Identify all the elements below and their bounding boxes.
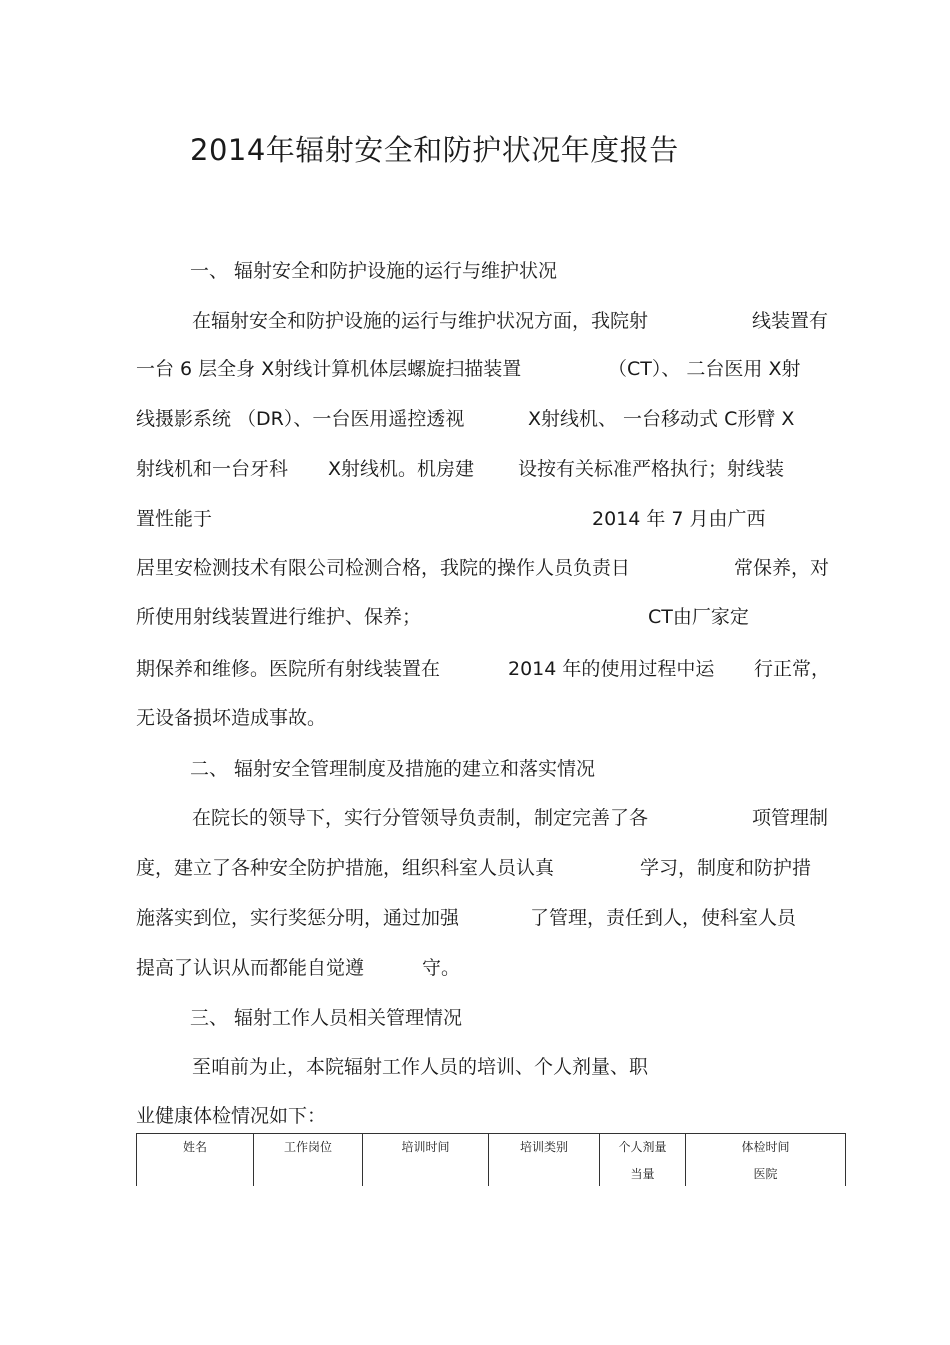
paragraph-line: 学习，制度和防护措 — [640, 857, 812, 879]
paragraph-line: CT由厂家定 — [648, 606, 749, 628]
paragraph-line: （CT）、 二台医用 X射 — [608, 358, 801, 380]
header-training-time — [363, 1134, 489, 1187]
section-1-heading: 一、 辐射安全和防护设施的运行与维护状况 — [190, 260, 558, 282]
header-label: 体检时间 — [741, 1140, 790, 1154]
paragraph-line: 至咱前为止，本院辐射工作人员的培训、个人剂量、职 — [192, 1056, 649, 1078]
paragraph-line: 期保养和维修。医院所有射线装置在 — [136, 658, 441, 680]
paragraph-line: 线装置有 — [752, 310, 829, 332]
paragraph-line: 了管理，责任到人，使科室人员 — [530, 907, 797, 929]
paragraph-line: 施落实到位，实行奖惩分明，通过加强 — [136, 907, 460, 929]
paragraph-line: 常保养，对 — [734, 557, 830, 579]
header-name — [137, 1134, 254, 1187]
header-label: 个人剂量 — [618, 1140, 667, 1154]
paragraph-line: 设按有关标准严格执行；射线装 — [518, 458, 785, 480]
header-position — [254, 1134, 363, 1187]
header-personal-dose — [600, 1134, 686, 1187]
paragraph-line: 2014 年 7 月由广西 — [592, 508, 766, 530]
header-sublabel: 医院 — [753, 1167, 778, 1181]
paragraph-line: 线摄影系统 （DR）、一台医用遥控透视 — [136, 408, 465, 430]
paragraph-line: 一台 6 层全身 X射线计算机体层螺旋扫描装置 — [136, 358, 522, 380]
header-sublabel: 当量 — [630, 1167, 655, 1181]
section-3-heading: 三、 辐射工作人员相关管理情况 — [190, 1007, 463, 1029]
paragraph-line: 在院长的领导下，实行分管领导负责制，制定完善了各 — [192, 807, 649, 829]
header-label: 姓名 — [182, 1140, 207, 1154]
header-label: 工作岗位 — [283, 1140, 332, 1154]
staff-records-table — [136, 1133, 846, 1186]
paragraph-line: 居里安检测技术有限公司检测合格，我院的操作人员负责日 — [136, 557, 631, 579]
paragraph-line: 所使用射线装置进行维护、保养； — [136, 606, 422, 628]
report-title: 2014年辐射安全和防护状况年度报告 — [190, 133, 679, 167]
paragraph-line: 项管理制 — [752, 807, 829, 829]
paragraph-line: X射线机。机房建 — [328, 458, 475, 480]
header-label: 培训时间 — [401, 1140, 450, 1154]
table-header-row — [137, 1134, 846, 1187]
paragraph-line: 2014 年的使用过程中运 — [508, 658, 715, 680]
paragraph-line: 提高了认识从而都能自觉遵 — [136, 957, 365, 979]
paragraph-line: X射线机、 一台移动式 C形臂 X — [528, 408, 795, 430]
paragraph-line: 射线机和一台牙科 — [136, 458, 289, 480]
paragraph-line: 在辐射安全和防护设施的运行与维护状况方面，我院射 — [192, 310, 649, 332]
paragraph-line: 业健康体检情况如下： — [136, 1105, 327, 1127]
paragraph-line: 无设备损坏造成事故。 — [136, 707, 327, 729]
header-label: 培训类别 — [519, 1140, 568, 1154]
paragraph-line: 行正常， — [754, 658, 831, 680]
header-exam-time — [686, 1134, 846, 1187]
paragraph-line: 守。 — [422, 957, 461, 979]
paragraph-line: 度，建立了各种安全防护措施，组织科室人员认真 — [136, 857, 555, 879]
header-training-type — [489, 1134, 600, 1187]
section-2-heading: 二、 辐射安全管理制度及措施的建立和落实情况 — [190, 758, 596, 780]
paragraph-line: 置性能于 — [136, 508, 213, 530]
